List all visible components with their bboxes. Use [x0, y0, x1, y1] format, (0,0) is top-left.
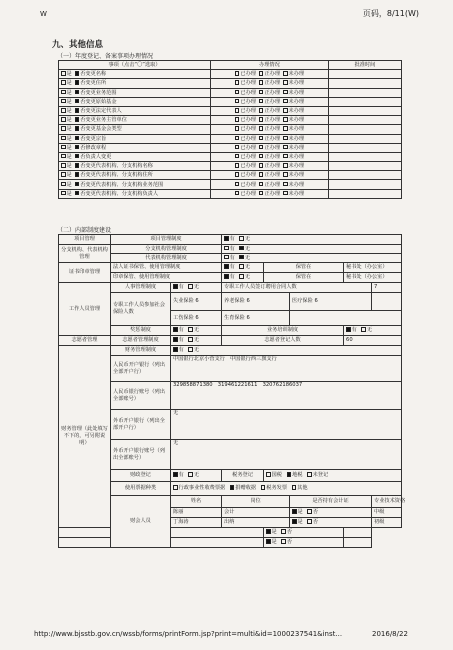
checkbox-invoice-donation[interactable] — [230, 485, 235, 490]
registration-status: 已办理 正办理 未办理 — [211, 189, 329, 198]
checkbox-has[interactable] — [173, 472, 178, 477]
registration-approval-time — [329, 116, 402, 125]
checkbox-in-progress[interactable] — [259, 80, 264, 85]
checkbox-yes[interactable] — [61, 80, 66, 85]
fin-reg-label: 财政登记 — [111, 470, 171, 482]
checkbox-done[interactable] — [235, 90, 240, 95]
registration-approval-time — [329, 134, 402, 143]
registration-approval-time — [329, 152, 402, 161]
tax-reg-label: 税务登记 — [222, 470, 264, 482]
registration-row — [59, 88, 402, 97]
unemployment-cell: 失业保险 6 — [171, 293, 222, 311]
checkbox-yes[interactable] — [61, 136, 66, 141]
checkbox-done[interactable] — [235, 126, 240, 131]
checkbox-done[interactable] — [235, 154, 240, 159]
checkbox-yes[interactable] — [61, 145, 66, 150]
checkbox-done[interactable] — [235, 163, 240, 168]
checkbox-in-progress[interactable] — [259, 90, 264, 95]
checkbox-none[interactable] — [188, 284, 193, 289]
registration-approval-time — [329, 88, 402, 97]
registration-status: 已办理 正办理 未办理 — [211, 125, 329, 134]
checkbox-done[interactable] — [235, 80, 240, 85]
registration-status: 已办理 正办理 未办理 — [211, 97, 329, 106]
checkbox-no[interactable] — [75, 191, 80, 196]
checkbox-in-progress[interactable] — [259, 163, 264, 168]
checkbox-in-progress[interactable] — [259, 182, 264, 187]
registration-approval-time — [329, 79, 402, 88]
checkbox-has[interactable] — [224, 246, 229, 251]
registration-header-row — [59, 61, 402, 70]
checkbox-yes[interactable] — [61, 90, 66, 95]
checkbox-has[interactable] — [224, 255, 229, 260]
checkbox-yes[interactable] — [61, 108, 66, 113]
registration-status: 已办理 正办理 未办理 — [211, 162, 329, 171]
checkbox-in-progress[interactable] — [259, 191, 264, 196]
checkbox-has[interactable] — [173, 284, 178, 289]
finance-mgmt-label: 财务管理（此处填写不下的，可另附说明） — [59, 346, 111, 528]
volunteer-count-label: 志愿者登记人数 — [222, 336, 344, 346]
invoice-label: 使用票据种类 — [111, 482, 171, 496]
checkbox-yes[interactable] — [61, 163, 66, 168]
header-item: 事项（点击“〇”选取） — [59, 61, 211, 70]
checkbox-yes[interactable] — [266, 529, 271, 534]
checkbox-not-done[interactable] — [283, 163, 288, 168]
checkbox-done[interactable] — [235, 172, 240, 177]
staff-cert-choice: 是 否 — [290, 508, 372, 518]
registration-item: 是 否变更代表机构、分支机构名称 — [59, 162, 211, 171]
registration-item: 是 否变更住所 — [59, 79, 211, 88]
checkbox-done[interactable] — [235, 145, 240, 150]
internal-system-table — [58, 234, 406, 548]
training-system-label: 业务培训制度 — [222, 326, 344, 336]
staff-cert-choice: 是 否 — [264, 538, 344, 548]
annual-registration-title: （一）年度登记、备案事项办理情况 — [57, 53, 154, 60]
rmb-bank-label: 人民币开户银行（列出全部开户行） — [111, 356, 171, 382]
seal-system-choice: 有 无 — [222, 273, 264, 283]
checkbox-no[interactable] — [75, 136, 80, 141]
checkbox-not-done[interactable] — [283, 90, 288, 95]
checkbox-in-progress[interactable] — [259, 126, 264, 131]
staff-header-name: 姓名 — [171, 496, 222, 508]
checkbox-yes[interactable] — [61, 99, 66, 104]
tax-reg-choice: 国税 地税 未登记 — [264, 470, 402, 482]
checkbox-no[interactable] — [281, 539, 286, 544]
checkbox-no[interactable] — [75, 90, 80, 95]
pension-cell: 养老保险 6 — [222, 293, 290, 311]
registration-row — [59, 79, 402, 88]
checkbox-no[interactable] — [75, 117, 80, 122]
footer-url: http://www.bjsstb.gov.cn/wssb/forms/printForm.jsp?print=multi&id=1000237541&inst... — [34, 630, 343, 638]
registration-row — [59, 152, 402, 161]
project-system-choice: 有 无 — [222, 235, 402, 245]
checkbox-yes[interactable] — [292, 519, 297, 524]
staff-name — [59, 538, 111, 548]
checkbox-none[interactable] — [239, 274, 244, 279]
checkbox-not-done[interactable] — [283, 126, 288, 131]
checkbox-not-done[interactable] — [283, 154, 288, 159]
checkbox-none[interactable] — [188, 337, 193, 342]
staff-post — [171, 538, 264, 548]
registration-status: 已办理 正办理 未办理 — [211, 79, 329, 88]
checkbox-not-done[interactable] — [283, 145, 288, 150]
checkbox-not-done[interactable] — [283, 117, 288, 122]
staff-header-post: 岗位 — [222, 496, 290, 508]
checkbox-yes[interactable] — [61, 126, 66, 131]
project-system-label: 项目管理制度 — [111, 235, 222, 245]
checkbox-no[interactable] — [75, 163, 80, 168]
checkbox-has[interactable] — [224, 236, 229, 241]
checkbox-no[interactable] — [75, 99, 80, 104]
cert-keeper-value: 秘书处（办公室） — [344, 263, 402, 273]
staff-name — [59, 528, 111, 538]
registration-status: 已办理 正办理 未办理 — [211, 134, 329, 143]
rmb-account-value: 329858871380 319461221611 320762186037 — [171, 382, 402, 410]
staff-title — [344, 538, 372, 548]
checkbox-done[interactable] — [235, 71, 240, 76]
page-number: 页码，8/11(W) — [362, 9, 419, 18]
checkbox-no[interactable] — [281, 529, 286, 534]
staff-title: 初级 — [372, 518, 402, 528]
checkbox-no[interactable] — [75, 108, 80, 113]
registration-row — [59, 143, 402, 152]
checkbox-none[interactable] — [361, 327, 366, 332]
checkbox-no[interactable] — [75, 172, 80, 177]
checkbox-national-tax[interactable] — [266, 472, 271, 477]
cert-system-label: 法人证书保管、使用管理制度 — [111, 263, 222, 273]
registration-approval-time — [329, 143, 402, 152]
checkbox-in-progress[interactable] — [259, 108, 264, 113]
registration-item: 是 否负责人变更 — [59, 152, 211, 161]
accounting-staff-label: 财会人员 — [111, 496, 171, 548]
staff-name: 陈丽 — [171, 508, 222, 518]
registration-item: 是 否变更法定代表人 — [59, 106, 211, 115]
checkbox-none[interactable] — [239, 264, 244, 269]
staff-header-cert: 是否持有会计证 — [290, 496, 372, 508]
page-corner-mark: W — [40, 10, 47, 18]
checkbox-not-done[interactable] — [283, 191, 288, 196]
registration-row — [59, 171, 402, 180]
medical-cell: 医疗保险 6 — [290, 293, 372, 311]
personnel-system-label: 人事管理制度 — [111, 283, 171, 293]
registration-status: 已办理 正办理 未办理 — [211, 143, 329, 152]
section-title: 九、其他信息 — [52, 40, 104, 50]
checkbox-has[interactable] — [224, 274, 229, 279]
checkbox-has[interactable] — [346, 327, 351, 332]
checkbox-invoice-other[interactable] — [292, 485, 297, 490]
checkbox-invoice-admin[interactable] — [173, 485, 178, 490]
registration-row — [59, 106, 402, 115]
checkbox-has[interactable] — [173, 347, 178, 352]
staff-post: 会计 — [222, 508, 290, 518]
cert-keeper-label: 保管在 — [264, 263, 344, 273]
seal-keeper-label: 保管在 — [264, 273, 344, 283]
checkbox-yes[interactable] — [61, 117, 66, 122]
staff-header-title: 专业技术资格 — [372, 496, 402, 508]
rep-system-label: 代表机构管理制度 — [111, 254, 222, 263]
registration-item: 是 否变更业务主管单位 — [59, 116, 211, 125]
registration-item: 是 否变更宗旨 — [59, 134, 211, 143]
registration-item: 是 否变更代表机构、分支机构负责人 — [59, 189, 211, 198]
checkbox-yes[interactable] — [61, 191, 66, 196]
checkbox-has[interactable] — [173, 337, 178, 342]
checkbox-yes[interactable] — [61, 172, 66, 177]
registration-approval-time — [329, 162, 402, 171]
checkbox-not-done[interactable] — [283, 99, 288, 104]
finance-system-choice: 有 无 — [171, 346, 402, 356]
staff-title — [344, 528, 372, 538]
seal-system-label: 印章保管、使用管理制度 — [111, 273, 222, 283]
checkbox-not-done[interactable] — [283, 71, 288, 76]
registration-row — [59, 116, 402, 125]
checkbox-none[interactable] — [188, 347, 193, 352]
fx-bank-value: 无 — [171, 410, 402, 440]
checkbox-done[interactable] — [235, 191, 240, 196]
training-system-choice: 有 无 — [344, 326, 402, 336]
registration-item: 是 否变更业务范围 — [59, 88, 211, 97]
checkbox-done[interactable] — [235, 117, 240, 122]
checkbox-in-progress[interactable] — [259, 136, 264, 141]
registration-row — [59, 162, 402, 171]
checkbox-not-done[interactable] — [283, 136, 288, 141]
staff-cert-choice: 是 否 — [264, 528, 344, 538]
checkbox-not-done[interactable] — [283, 108, 288, 113]
checkbox-in-progress[interactable] — [259, 99, 264, 104]
checkbox-yes[interactable] — [61, 71, 66, 76]
checkbox-done[interactable] — [235, 136, 240, 141]
checkbox-invoice-tax[interactable] — [261, 485, 266, 490]
checkbox-local-tax[interactable] — [287, 472, 292, 477]
staff-mgmt-label: 工作人员管理 — [59, 283, 111, 336]
registration-status: 已办理 正办理 未办理 — [211, 152, 329, 161]
checkbox-no[interactable] — [75, 71, 80, 76]
checkbox-no[interactable] — [307, 509, 312, 514]
registration-row — [59, 180, 402, 189]
volunteer-system-choice: 有 无 — [171, 336, 222, 346]
checkbox-no[interactable] — [75, 145, 80, 150]
checkbox-in-progress[interactable] — [259, 117, 264, 122]
checkbox-in-progress[interactable] — [259, 154, 264, 159]
registration-table — [58, 60, 402, 199]
checkbox-not-done[interactable] — [283, 172, 288, 177]
registration-approval-time — [329, 171, 402, 180]
rep-system-choice: 有 无 — [222, 254, 402, 263]
header-approval-time: 批准时间 — [329, 61, 402, 70]
finance-system-label: 财务管理制度 — [111, 346, 171, 356]
staff-cert-choice: 是 否 — [290, 518, 372, 528]
checkbox-no[interactable] — [75, 80, 80, 85]
registration-status: 已办理 正办理 未办理 — [211, 106, 329, 115]
registration-item: 是 否变更基金会类型 — [59, 125, 211, 134]
checkbox-none[interactable] — [239, 255, 244, 260]
checkbox-no[interactable] — [75, 126, 80, 131]
internal-system-title: （二）内部制度建设 — [57, 227, 112, 234]
checkbox-none[interactable] — [188, 472, 193, 477]
checkbox-not-done[interactable] — [283, 80, 288, 85]
contract-count-label: 专职工作人员签订聘用合同人数 — [222, 283, 372, 293]
fx-account-value: 无 — [171, 440, 402, 470]
checkbox-not-registered[interactable] — [307, 472, 312, 477]
registration-status: 已办理 正办理 未办理 — [211, 171, 329, 180]
registration-status: 已办理 正办理 未办理 — [211, 70, 329, 79]
staff-title: 中级 — [372, 508, 402, 518]
header-status: 办理情况 — [211, 61, 329, 70]
registration-approval-time — [329, 97, 402, 106]
staff-post — [171, 528, 264, 538]
maternity-cell: 生育保险 6 — [222, 311, 290, 326]
injury-cell: 工伤保险 6 — [171, 311, 222, 326]
staff-name: 丁海涛 — [171, 518, 222, 528]
registration-item: 是 否变更代表机构、分支机构住所 — [59, 171, 211, 180]
cert-system-choice: 有 无 — [222, 263, 264, 273]
checkbox-has[interactable] — [224, 264, 229, 269]
reward-system-choice: 有 无 — [171, 326, 222, 336]
checkbox-none[interactable] — [188, 327, 193, 332]
rmb-account-label: 人民币银行账号（列出全部账号） — [111, 382, 171, 410]
branch-system-choice: 有 无 — [222, 245, 402, 254]
registration-approval-time — [329, 180, 402, 189]
checkbox-yes[interactable] — [266, 539, 271, 544]
checkbox-in-progress[interactable] — [259, 145, 264, 150]
fin-reg-choice: 有 无 — [171, 470, 222, 482]
checkbox-done[interactable] — [235, 99, 240, 104]
branch-mgmt-label: 分支机构、代表机构管理 — [59, 245, 111, 263]
checkbox-none[interactable] — [239, 236, 244, 241]
volunteer-count-value: 60 — [344, 336, 402, 346]
checkbox-has[interactable] — [173, 327, 178, 332]
checkbox-done[interactable] — [235, 182, 240, 187]
registration-item: 是 否变更代表机构、分支机构业务范围 — [59, 180, 211, 189]
insurance-label: 专职工作人员参加社会保险人数 — [111, 293, 171, 326]
checkbox-yes[interactable] — [61, 182, 66, 187]
registration-item: 是 否变更原始基金 — [59, 97, 211, 106]
registration-row — [59, 70, 402, 79]
registration-approval-time — [329, 70, 402, 79]
seal-keeper-value: 秘书处（办公室） — [344, 273, 402, 283]
registration-row — [59, 134, 402, 143]
checkbox-in-progress[interactable] — [259, 71, 264, 76]
checkbox-in-progress[interactable] — [259, 172, 264, 177]
checkbox-none[interactable] — [239, 246, 244, 251]
checkbox-yes[interactable] — [292, 509, 297, 514]
checkbox-no[interactable] — [75, 182, 80, 187]
volunteer-mgmt-label: 志愿者管理 — [59, 336, 111, 346]
registration-item: 是 否变更名称 — [59, 70, 211, 79]
registration-status: 已办理 正办理 未办理 — [211, 88, 329, 97]
staff-post: 出纳 — [222, 518, 290, 528]
registration-row — [59, 189, 402, 198]
invoice-choice: 行政事业性收费票据 捐赠收据 税务发票 其他 — [171, 482, 402, 496]
project-mgmt-label: 项目管理 — [59, 235, 111, 245]
volunteer-system-label: 志愿者管理制度 — [111, 336, 171, 346]
reward-system-label: 奖惩制度 — [111, 326, 171, 336]
branch-system-label: 分支机构管理制度 — [111, 245, 222, 254]
contract-count-value: 7 — [372, 283, 402, 293]
registration-approval-time — [329, 106, 402, 115]
registration-approval-time — [329, 189, 402, 198]
checkbox-not-done[interactable] — [283, 182, 288, 187]
fx-account-label: 外币开户银行账号（列出全部账号） — [111, 440, 171, 470]
registration-item: 是 否修改章程 — [59, 143, 211, 152]
fx-bank-label: 外币开户银行（列出全部开户行） — [111, 410, 171, 440]
checkbox-no[interactable] — [307, 519, 312, 524]
personnel-system-choice: 有 无 — [171, 283, 222, 293]
rmb-bank-value: 中国银行北京小营支行 中国银行西三旗支行 — [171, 356, 402, 382]
registration-approval-time — [329, 125, 402, 134]
checkbox-done[interactable] — [235, 108, 240, 113]
registration-row — [59, 125, 402, 134]
registration-status: 已办理 正办理 未办理 — [211, 180, 329, 189]
checkbox-yes[interactable] — [61, 154, 66, 159]
registration-status: 已办理 正办理 未办理 — [211, 116, 329, 125]
seal-mgmt-label: 证书印章管理 — [59, 263, 111, 283]
registration-row — [59, 97, 402, 106]
checkbox-no[interactable] — [75, 154, 80, 159]
footer-date: 2016/8/22 — [372, 630, 408, 638]
